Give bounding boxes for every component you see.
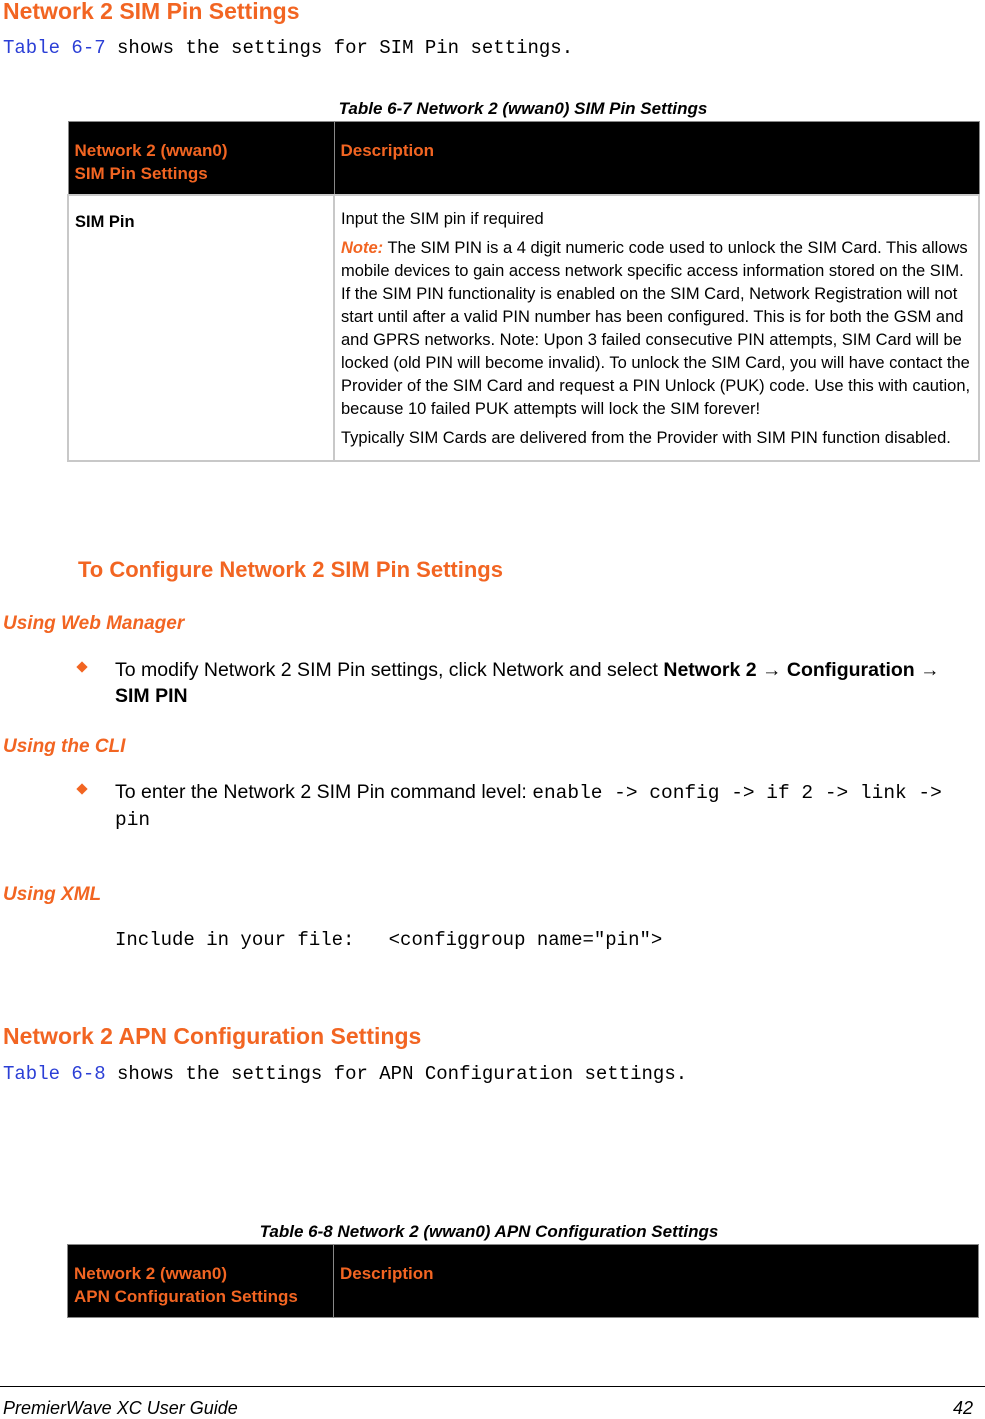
table-header-description: Description [334, 122, 979, 195]
header-line-1: Network 2 (wwan0) [74, 141, 228, 160]
desc-line-1: Input the SIM pin if required [341, 209, 544, 228]
header-line-2: APN Configuration Settings [74, 1287, 298, 1306]
apn-table [67, 1244, 979, 1318]
web-manager-heading: Using Web Manager [3, 613, 185, 634]
cli-command: enable -> config -> if 2 -> link -> pin [115, 782, 942, 831]
desc-line-3: Typically SIM Cards are delivered from the Provider with SIM PIN function disabled. [341, 428, 951, 447]
section-intro-apn [3, 1063, 687, 1085]
note-text: The SIM PIN is a 4 digit numeric code used to unlock the SIM Card. This allows mobile devices to gain access network specific access information stored on the SIM. If the SIM PIN functionality is enabled on the SIM Card, Network Registration will not start until after a valid PIN number has been configured. This is for both the GSM and and GPRS networks. Note: Upon 3 failed consecutive PIN attempts, SIM Card will be locked (old PIN will become invalid). To unlock the SIM Card, you will have contact the Provider of the SIM Card and request a PIN Unlock (PUK) code. Use this with caution, because 10 failed PUK attempts will lock the SIM forever! [341, 238, 971, 418]
sim-pin-table [67, 121, 980, 462]
web-manager-path: Network 2 → Configuration → SIM PIN [115, 659, 940, 707]
web-manager-text: To modify Network 2 SIM Pin settings, click Network and select [115, 659, 664, 681]
setting-name: SIM Pin [68, 195, 334, 461]
desc-note [341, 237, 972, 421]
bullet-diamond-icon [76, 783, 87, 794]
footer-title: PremierWave XC User Guide [3, 1398, 238, 1418]
configure-heading: To Configure Network 2 SIM Pin Settings [78, 557, 503, 582]
header-line-1: Network 2 (wwan0) [74, 1264, 228, 1283]
table-6-7-link[interactable]: Table 6-7 [3, 37, 106, 59]
footer-divider [0, 1386, 985, 1387]
table-6-7-caption: Table 6-7 Network 2 (wwan0) SIM Pin Settings [338, 99, 708, 118]
table-header-setting [68, 122, 334, 195]
intro-text: shows the settings for APN Configuration settings. [105, 1063, 688, 1085]
section-intro-sim-pin [3, 37, 573, 59]
note-label: Note: [341, 238, 384, 257]
table-6-8-link[interactable]: Table 6-8 [3, 1063, 106, 1085]
header-line-2: SIM Pin Settings [74, 164, 208, 183]
section-heading-apn: Network 2 APN Configuration Settings [3, 1023, 422, 1049]
cli-text: To enter the Network 2 SIM Pin command level: [115, 781, 533, 803]
intro-text: shows the settings for SIM Pin settings. [105, 37, 574, 59]
section-heading-sim-pin: Network 2 SIM Pin Settings [3, 0, 300, 24]
page-number: 42 [952, 1398, 973, 1418]
table-header-description: Description [334, 1245, 979, 1318]
table-header-setting [68, 1245, 334, 1318]
xml-text: Include in your file: <configgroup name="pin"> [115, 929, 663, 951]
table-row [68, 195, 979, 461]
table-6-8-caption: Table 6-8 Network 2 (wwan0) APN Configuration Settings [259, 1222, 719, 1241]
setting-description [334, 195, 979, 461]
bullet-diamond-icon [76, 661, 87, 672]
cli-heading: Using the CLI [3, 736, 126, 757]
xml-heading: Using XML [3, 884, 102, 905]
